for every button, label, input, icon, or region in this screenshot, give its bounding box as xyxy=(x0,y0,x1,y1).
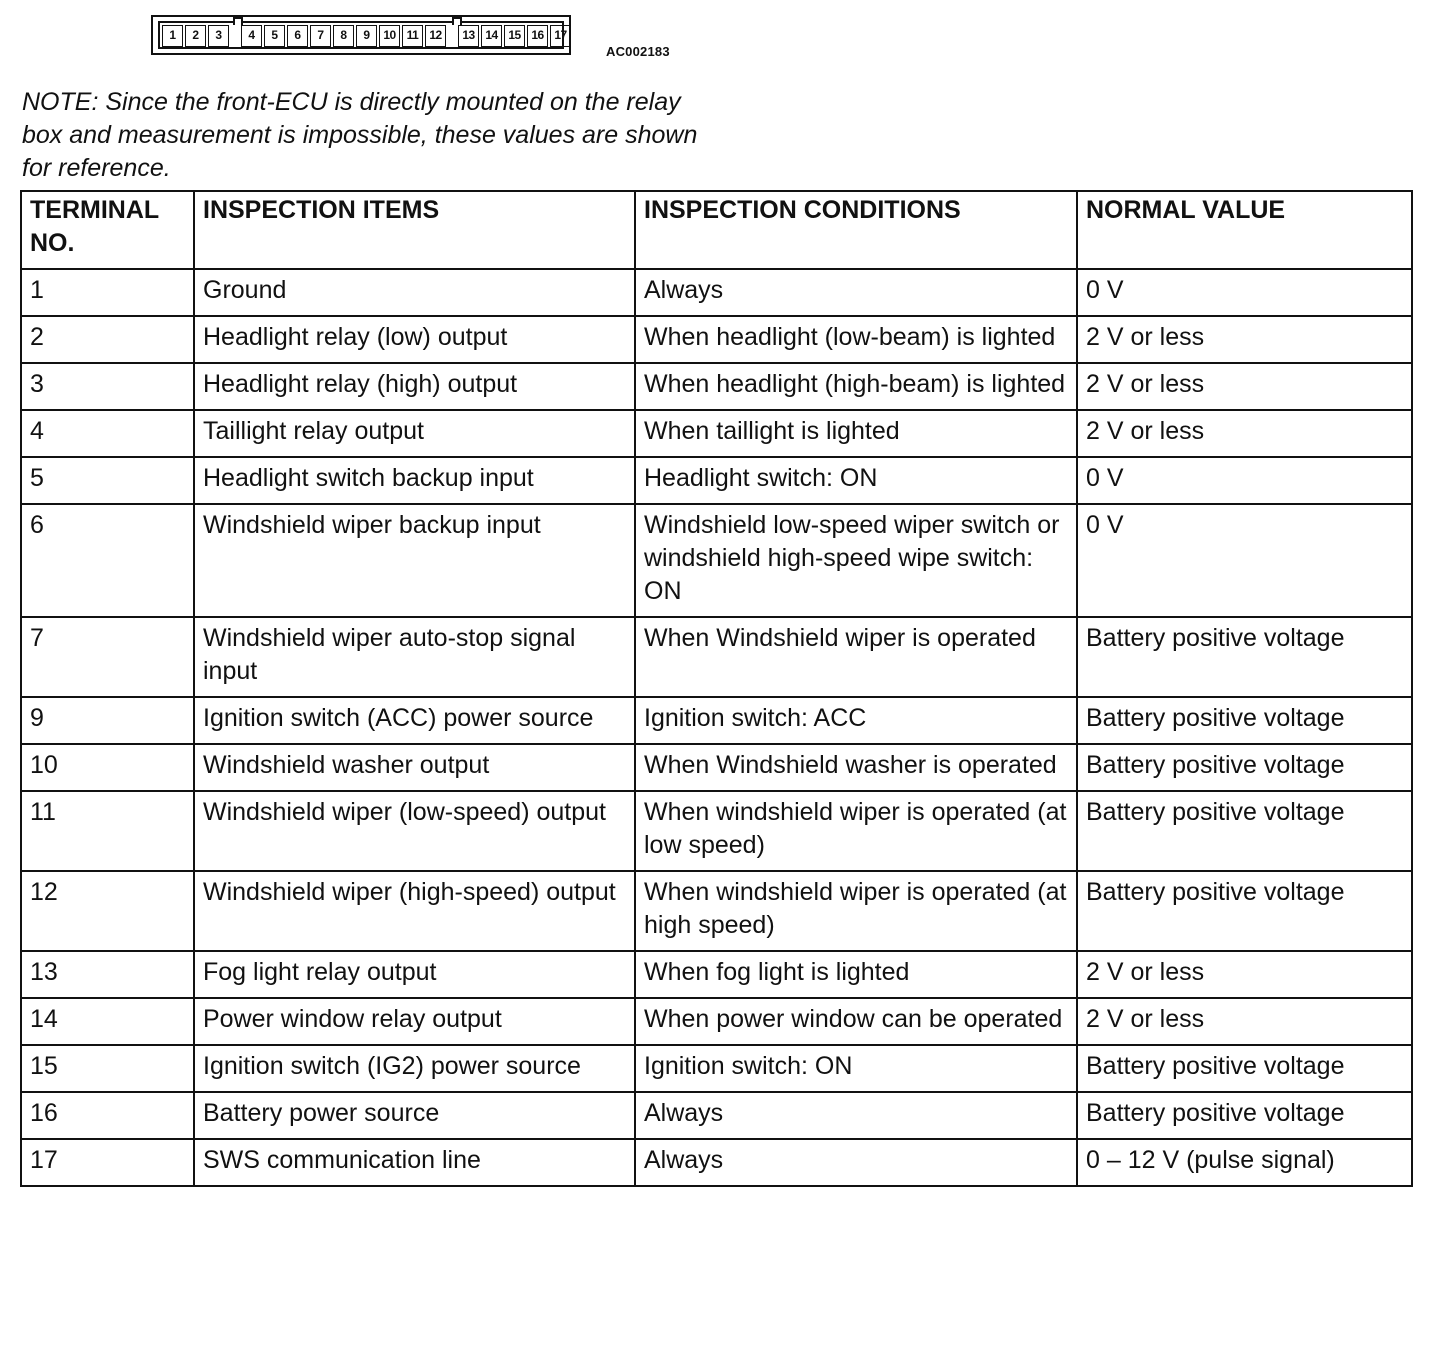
table-row xyxy=(21,457,1412,504)
cell-terminal-no: 2 xyxy=(21,316,194,363)
cell-inspection-condition: When Windshield wiper is operated xyxy=(635,617,1077,697)
table-header-row xyxy=(21,191,1412,269)
cell-inspection-condition: Ignition switch: ON xyxy=(635,1045,1077,1092)
cell-terminal-no: 15 xyxy=(21,1045,194,1092)
cell-inspection-item: Battery power source xyxy=(194,1092,635,1139)
cell-normal-value: Battery positive voltage xyxy=(1077,1045,1412,1092)
cell-inspection-item: Ignition switch (ACC) power source xyxy=(194,697,635,744)
cell-inspection-item: Windshield wiper (low-speed) output xyxy=(194,791,635,871)
connector-pin: 7 xyxy=(310,25,331,47)
connector-pin: 9 xyxy=(356,25,377,47)
connector-pin: 14 xyxy=(481,25,502,47)
connector-pin: 5 xyxy=(264,25,285,47)
connector-notch-right xyxy=(452,17,462,25)
cell-normal-value: 2 V or less xyxy=(1077,363,1412,410)
cell-inspection-item: Windshield washer output xyxy=(194,744,635,791)
table-row xyxy=(21,316,1412,363)
cell-normal-value: Battery positive voltage xyxy=(1077,871,1412,951)
connector-pin: 8 xyxy=(333,25,354,47)
cell-inspection-condition: When windshield wiper is operated (at high speed) xyxy=(635,871,1077,951)
cell-normal-value: 0 V xyxy=(1077,504,1412,617)
cell-terminal-no: 3 xyxy=(21,363,194,410)
connector-pin: 3 xyxy=(208,25,229,47)
cell-inspection-condition: When Windshield washer is operated xyxy=(635,744,1077,791)
cell-inspection-condition: Headlight switch: ON xyxy=(635,457,1077,504)
cell-inspection-item: Headlight relay (high) output xyxy=(194,363,635,410)
cell-inspection-condition: When fog light is lighted xyxy=(635,951,1077,998)
connector-pin: 11 xyxy=(402,25,423,47)
cell-inspection-condition: Always xyxy=(635,269,1077,316)
cell-inspection-item: Ground xyxy=(194,269,635,316)
cell-inspection-condition: When windshield wiper is operated (at low speed) xyxy=(635,791,1077,871)
cell-inspection-item: Headlight relay (low) output xyxy=(194,316,635,363)
connector-pin: 4 xyxy=(241,25,262,47)
cell-terminal-no: 9 xyxy=(21,697,194,744)
table-row xyxy=(21,744,1412,791)
cell-inspection-item: Headlight switch backup input xyxy=(194,457,635,504)
cell-normal-value: Battery positive voltage xyxy=(1077,617,1412,697)
connector-diagram xyxy=(151,15,571,55)
cell-inspection-condition: When power window can be operated xyxy=(635,998,1077,1045)
cell-inspection-item: Windshield wiper backup input xyxy=(194,504,635,617)
cell-normal-value: 2 V or less xyxy=(1077,998,1412,1045)
cell-inspection-item: Windshield wiper (high-speed) output xyxy=(194,871,635,951)
connector-pin: 17 xyxy=(550,25,571,47)
header-inspection-conditions: INSPECTION CONDITIONS xyxy=(635,191,1077,269)
cell-normal-value: Battery positive voltage xyxy=(1077,1092,1412,1139)
cell-terminal-no: 5 xyxy=(21,457,194,504)
cell-normal-value: 2 V or less xyxy=(1077,951,1412,998)
table-row xyxy=(21,697,1412,744)
cell-inspection-condition: When taillight is lighted xyxy=(635,410,1077,457)
cell-normal-value: 2 V or less xyxy=(1077,410,1412,457)
cell-terminal-no: 12 xyxy=(21,871,194,951)
cell-terminal-no: 14 xyxy=(21,998,194,1045)
cell-inspection-condition: Always xyxy=(635,1139,1077,1186)
cell-normal-value: 0 V xyxy=(1077,457,1412,504)
cell-normal-value: Battery positive voltage xyxy=(1077,697,1412,744)
table-row xyxy=(21,1092,1412,1139)
cell-terminal-no: 16 xyxy=(21,1092,194,1139)
cell-inspection-item: Windshield wiper auto-stop signal input xyxy=(194,617,635,697)
table-row xyxy=(21,1139,1412,1186)
connector-pin: 1 xyxy=(162,25,183,47)
cell-terminal-no: 6 xyxy=(21,504,194,617)
table-row xyxy=(21,871,1412,951)
cell-inspection-item: Power window relay output xyxy=(194,998,635,1045)
cell-inspection-item: Taillight relay output xyxy=(194,410,635,457)
cell-terminal-no: 17 xyxy=(21,1139,194,1186)
table-row xyxy=(21,951,1412,998)
cell-inspection-condition: Ignition switch: ACC xyxy=(635,697,1077,744)
cell-inspection-item: SWS communication line xyxy=(194,1139,635,1186)
table-row xyxy=(21,617,1412,697)
connector-pin: 6 xyxy=(287,25,308,47)
cell-inspection-condition: When headlight (high-beam) is lighted xyxy=(635,363,1077,410)
cell-inspection-condition: When headlight (low-beam) is lighted xyxy=(635,316,1077,363)
connector-pin: 10 xyxy=(379,25,400,47)
connector-pin-row xyxy=(158,21,567,49)
table-row xyxy=(21,269,1412,316)
reference-note: NOTE: Since the front-ECU is directly mounted on the relay box and measurement is impossible, these values are shown for reference. xyxy=(22,88,698,182)
cell-terminal-no: 13 xyxy=(21,951,194,998)
cell-inspection-item: Fog light relay output xyxy=(194,951,635,998)
table-row xyxy=(21,504,1412,617)
cell-terminal-no: 7 xyxy=(21,617,194,697)
cell-inspection-condition: Windshield low-speed wiper switch or windshield high-speed wipe switch: ON xyxy=(635,504,1077,617)
table-row xyxy=(21,363,1412,410)
table-row xyxy=(21,1045,1412,1092)
connector-pin: 16 xyxy=(527,25,548,47)
header-normal-value: NORMAL VALUE xyxy=(1077,191,1412,269)
cell-normal-value: Battery positive voltage xyxy=(1077,791,1412,871)
inspection-table xyxy=(20,190,1413,1187)
header-terminal-no: TERMINAL NO. xyxy=(21,191,194,269)
connector-pin: 12 xyxy=(425,25,446,47)
cell-normal-value: Battery positive voltage xyxy=(1077,744,1412,791)
connector-pin: 15 xyxy=(504,25,525,47)
cell-inspection-condition: Always xyxy=(635,1092,1077,1139)
connector-notch-left xyxy=(233,17,243,25)
cell-normal-value: 0 – 12 V (pulse signal) xyxy=(1077,1139,1412,1186)
table-row xyxy=(21,410,1412,457)
connector-pin: 2 xyxy=(185,25,206,47)
table-row xyxy=(21,791,1412,871)
cell-normal-value: 0 V xyxy=(1077,269,1412,316)
figure-code: AC002183 xyxy=(606,44,670,59)
cell-terminal-no: 10 xyxy=(21,744,194,791)
cell-normal-value: 2 V or less xyxy=(1077,316,1412,363)
header-inspection-items: INSPECTION ITEMS xyxy=(194,191,635,269)
table-row xyxy=(21,998,1412,1045)
cell-terminal-no: 1 xyxy=(21,269,194,316)
connector-pin: 13 xyxy=(458,25,479,47)
table-body xyxy=(21,269,1412,1186)
cell-inspection-item: Ignition switch (IG2) power source xyxy=(194,1045,635,1092)
cell-terminal-no: 11 xyxy=(21,791,194,871)
cell-terminal-no: 4 xyxy=(21,410,194,457)
